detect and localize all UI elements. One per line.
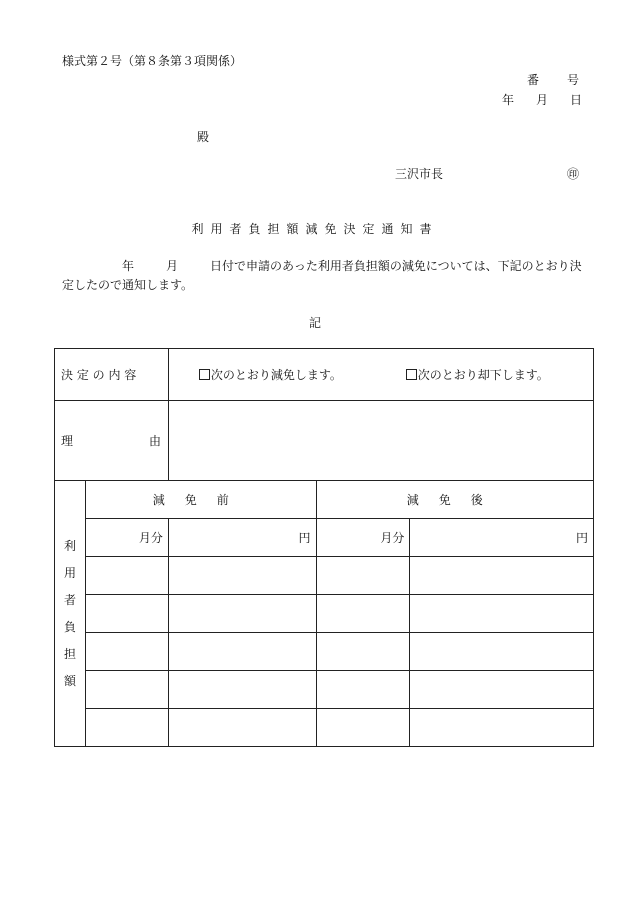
after-month-cell[interactable] [316,557,410,595]
burden-label-char: 負 [63,619,76,634]
before-yen-unit: 円 [168,519,316,557]
document-number-label: 番号 [527,73,608,87]
before-amount-cell[interactable] [168,709,316,747]
after-amount-cell[interactable] [410,633,594,671]
burden-label-char: 利 [63,538,76,553]
seal-mark: ㊞ [567,167,580,181]
table-row [55,595,594,633]
after-month-cell[interactable] [316,671,410,709]
body-month: 月 [166,259,179,273]
burden-amount-label [55,481,86,747]
reduce-option-label: 次のとおり減免します。 [210,368,342,382]
table-row [55,557,594,595]
reduce-checkbox[interactable] [199,369,210,380]
after-yen-unit: 円 [410,519,594,557]
table-row [55,671,594,709]
after-amount-cell[interactable] [410,595,594,633]
reason-label-char-2: 由 [149,434,162,448]
after-amount-cell[interactable] [410,557,594,595]
decision-content-label: 決 定 の 内 容 [55,349,169,401]
burden-label-char: 額 [63,673,76,688]
decision-options [168,349,593,401]
date-day-label: 日 [570,93,583,107]
table-row [55,633,594,671]
table-row [55,709,594,747]
before-amount-cell[interactable] [168,557,316,595]
burden-label-char: 用 [63,565,76,580]
notice-body [62,257,592,295]
after-amount-cell[interactable] [410,671,594,709]
issue-date-label [502,91,582,108]
sender-title: 三沢市長 [395,167,444,181]
after-month-cell[interactable] [316,709,410,747]
reject-option-label: 次のとおり却下します。 [417,368,549,382]
reject-checkbox[interactable] [406,369,417,380]
before-amount-cell[interactable] [168,633,316,671]
after-amount-cell[interactable] [410,709,594,747]
burden-label-char: 者 [63,592,76,607]
before-month-cell[interactable] [85,709,168,747]
before-month-cell[interactable] [85,633,168,671]
addressee-suffix: 殿 [197,130,210,144]
after-reduction-header: 減免後 [316,481,593,519]
after-month-cell[interactable] [316,595,410,633]
before-month-cell[interactable] [85,557,168,595]
before-reduction-header: 減免前 [85,481,316,519]
burden-label-char: 担 [63,646,76,661]
reason-label [55,401,169,481]
date-year-label: 年 [502,93,515,107]
form-number-label: 様式第２号（第８条第３項関係） [62,54,243,68]
document-title: 利用者負担額減免決定通知書 [191,222,439,236]
reason-label-char-1: 理 [61,434,74,448]
before-amount-cell[interactable] [168,595,316,633]
reason-field[interactable] [168,401,593,481]
before-month-cell[interactable] [85,595,168,633]
reduce-option[interactable] [199,368,342,382]
body-year: 年 [122,259,135,273]
reject-option[interactable] [406,368,549,382]
ki-heading: 記 [308,316,321,330]
before-month-unit: 月分 [85,519,168,557]
decision-table [54,348,594,747]
body-text: 日付で申請のあった利用者負担額の減免については、下記のとおり決定したので通知します。 [62,259,582,292]
date-month-label: 月 [536,93,549,107]
before-amount-cell[interactable] [168,671,316,709]
after-month-cell[interactable] [316,633,410,671]
before-month-cell[interactable] [85,671,168,709]
after-month-unit: 月分 [316,519,410,557]
